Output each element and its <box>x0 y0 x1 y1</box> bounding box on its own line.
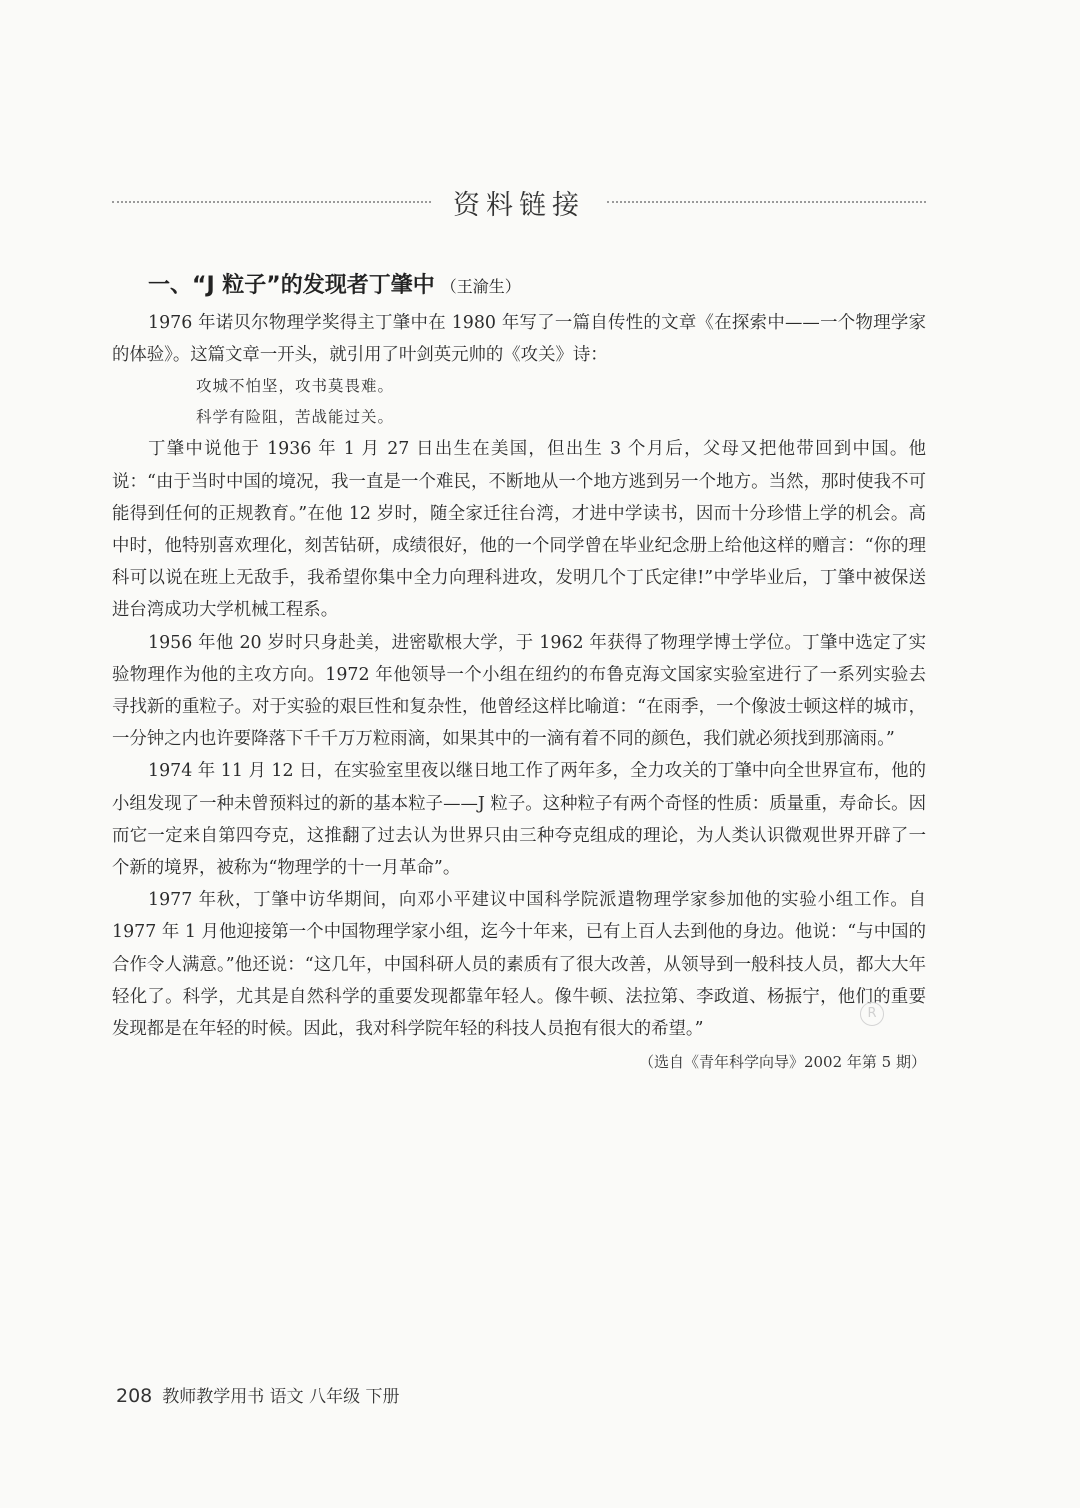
article-source: （选自《青年科学向导》2002 年第 5 期） <box>638 1053 926 1072</box>
poem-line: 攻城不怕坚，攻书莫畏难。 <box>196 377 395 396</box>
paragraph: 1976 年诺贝尔物理学奖得主丁肇中在 1980 年写了一篇自传性的文章《在探索中——一个物理学家的体验》。这篇文章一开头，就引用了叶剑英元帅的《攻关》诗： <box>112 313 926 366</box>
dotted-rule-left <box>112 201 431 203</box>
article <box>112 270 926 1077</box>
book-title: 教师教学用书 语文 八年级 下册 <box>162 1387 400 1407</box>
poem-line: 科学有险阻，苦战能过关。 <box>196 408 395 427</box>
section-title: 资料链接 <box>453 189 585 221</box>
article-author: （王渝生） <box>440 277 521 296</box>
article-title: 一、“J 粒子”的发现者丁肇中 <box>148 273 435 298</box>
page-number: 208 <box>116 1385 153 1407</box>
paragraph: 1956 年他 20 岁时只身赴美，进密歇根大学，于 1962 年获得了物理学博士学位。丁肇中选定了实验物理作为他的主攻方向。1972 年他领导一个小组在纽约的布鲁克海文国家实验室进行了一系列实验去寻找新的重粒子。对于实验的艰巨性和复杂性，他曾经这样比喻道：“在雨季，一个像波士顿这样的城市，一分钟之内也许要降落下千千万万粒雨滴，如果其中的一滴有着不同的颜色，我们就必须找到那滴雨。” <box>112 632 926 750</box>
paragraph: 丁肇中说他于 1936 年 1 月 27 日出生在美国，但出生 3 个月后，父母又把他带回到中国。他说：“由于当时中国的境况，我一直是一个难民，不断地从一个地方逃到另一个地方。当然，那时使我不可能得到任何的正规教育。”在他 12 岁时，随全家迁往台湾，才进中学读书，因而十分珍惜上学的机会。高中时，他特别喜欢理化，刻苦钻研，成绩很好，他的一个同学曾在毕业纪念册上给他这样的赠言：“你的理科可以说在班上无敌手，我希望你集中全力向理科进攻，发明几个丁氏定律!”中学毕业后，丁肇中被保送进台湾成功大学机械工程系。 <box>112 439 926 621</box>
page-footer <box>116 1382 399 1407</box>
registered-mark-icon: R <box>860 1002 884 1026</box>
article-heading <box>148 270 926 303</box>
dotted-rule-right <box>607 201 926 203</box>
section-header <box>112 182 926 222</box>
paragraph: 1974 年 11 月 12 日，在实验室里夜以继日地工作了两年多，全力攻关的丁肇中向全世界宣布，他的小组发现了一种未曾预料过的新的基本粒子——J 粒子。这种粒子有两个奇怪的性质：质量重，寿命长。因而它一定来自第四夸克，这推翻了过去认为世界只由三种夸克组成的理论，为人类认识微观世界开辟了一个新的境界，被称为“物理学的十一月革命”。 <box>112 761 926 879</box>
paragraph: 1977 年秋，丁肇中访华期间，向邓小平建议中国科学院派遣物理学家参加他的实验小组工作。自 1977 年 1 月他迎接第一个中国物理学家小组，迄今十年来，已有上百人去到他的身边。他说：“与中国的合作令人满意。”他还说：“这几年，中国科研人员的素质有了很大改善，从领导到一般科技人员，都大大年轻化了。科学，尤其是自然科学的重要发现都靠年轻人。像牛顿、法拉第、李政道、杨振宁，他们的重要发现都是在年轻的时候。因此，我对科学院年轻的科技人员抱有很大的希望。” <box>112 890 926 1040</box>
